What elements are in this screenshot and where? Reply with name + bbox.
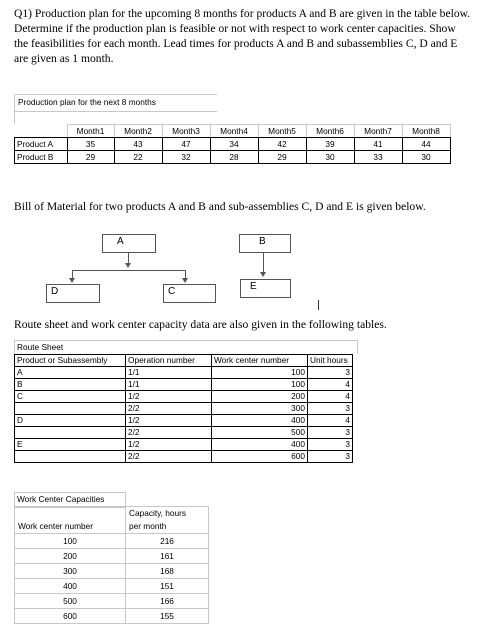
work-center-header-row (15, 507, 209, 534)
cell: 2/2 (126, 451, 212, 463)
work-center-table (14, 506, 209, 624)
cell: 168 (126, 564, 209, 579)
cell: 500 (212, 427, 308, 439)
cell: 4 (308, 415, 353, 427)
table-row (15, 138, 451, 151)
bom-node-c (163, 284, 216, 303)
month-header: Month8 (402, 125, 450, 138)
table-row (15, 415, 353, 427)
cell: 43 (114, 138, 162, 151)
cell: 39 (306, 138, 354, 151)
cell (15, 451, 126, 463)
bom-arrow (69, 278, 75, 283)
bom-arrow (260, 272, 266, 277)
month-header: Month7 (354, 125, 402, 138)
cell: 100 (212, 367, 308, 379)
table-row (15, 594, 209, 609)
cell: 216 (126, 534, 209, 549)
work-center-title: Work Center Capacities (17, 494, 105, 504)
cell: 41 (354, 138, 402, 151)
cell: 1/1 (126, 379, 212, 391)
cell: 4 (308, 379, 353, 391)
cell: 29 (258, 151, 306, 164)
question-text: Q1) Production plan for the upcoming 8 months for products A and B are given in the table below. Determine if the production plan is feasible or not with respect to work center capacities. Show the feasibilities for each month. Lead times for products A and B and subassemblies C, D and E are given as 1 month. (14, 7, 471, 65)
table-row (15, 379, 353, 391)
bom-node-a (102, 234, 156, 253)
bom-node-c-label: C (168, 286, 176, 297)
bom-node-b-label: B (259, 236, 266, 247)
route-sheet-header-row (15, 355, 353, 367)
cell: 600 (15, 609, 126, 624)
cell: B (15, 379, 126, 391)
bom-node-b (239, 234, 291, 253)
bom-node-d (46, 284, 100, 303)
month-header: Month4 (210, 125, 258, 138)
table-row (15, 391, 353, 403)
cell: 400 (212, 415, 308, 427)
cell: 300 (15, 564, 126, 579)
cell: 4 (308, 391, 353, 403)
bom-node-a-label: A (117, 236, 124, 247)
cell: 100 (15, 534, 126, 549)
production-plan-header-row (15, 125, 451, 138)
cell: 166 (126, 594, 209, 609)
cell: 44 (402, 138, 450, 151)
bom-connector (263, 252, 264, 274)
cell (15, 427, 126, 439)
cell: 3 (308, 427, 353, 439)
bom-connector (72, 270, 186, 271)
cell: D (15, 415, 126, 427)
table-row (15, 427, 353, 439)
cell: 35 (67, 138, 114, 151)
bom-arrow (125, 263, 131, 268)
bom-description: Bill of Material for two products A and B and sub-assemblies C, D and E is given below. (14, 200, 426, 213)
cell: A (15, 367, 126, 379)
table-row (15, 439, 353, 451)
cell: 400 (212, 439, 308, 451)
row-label: Product A (15, 138, 68, 151)
route-sheet-title-box (14, 340, 358, 354)
capacity-header-line1: Capacity, hours (129, 508, 187, 518)
table-row (15, 579, 209, 594)
cell: 34 (210, 138, 258, 151)
cell: 200 (212, 391, 308, 403)
cell: 42 (258, 138, 306, 151)
cell: 3 (308, 403, 353, 415)
table-row (15, 564, 209, 579)
cell: 3 (308, 451, 353, 463)
production-plan-caption: Production plan for the next 8 months (18, 97, 156, 107)
column-header: Work center number (15, 507, 126, 534)
column-header: Operation number (126, 355, 212, 367)
cell (15, 403, 126, 415)
production-plan-spacer (14, 110, 456, 124)
cell: 1/2 (126, 439, 212, 451)
cell: E (15, 439, 126, 451)
table-row (15, 549, 209, 564)
cell: 30 (402, 151, 450, 164)
table-row (15, 151, 451, 164)
month-header: Month5 (258, 125, 306, 138)
table-row (15, 403, 353, 415)
cell: 30 (306, 151, 354, 164)
bom-node-e-label: E (250, 281, 257, 292)
cell: 1/2 (126, 415, 212, 427)
cell: 22 (114, 151, 162, 164)
month-header: Month3 (162, 125, 210, 138)
cell: 600 (212, 451, 308, 463)
cell: 200 (15, 549, 126, 564)
column-header: Unit hours (308, 355, 353, 367)
row-label: Product B (15, 151, 68, 164)
route-sheet-table (14, 354, 353, 463)
cell: 1/2 (126, 391, 212, 403)
table-row (15, 609, 209, 624)
bom-arrow (182, 278, 188, 283)
bom-node-e (240, 279, 291, 298)
month-header: Month1 (67, 125, 114, 138)
column-header (126, 507, 209, 534)
route-sheet-title: Route Sheet (17, 342, 64, 352)
column-header: Product or Subassembly (15, 355, 126, 367)
column-header: Work center number (212, 355, 308, 367)
cell: 155 (126, 609, 209, 624)
production-plan-corner (15, 125, 68, 138)
cell: 32 (162, 151, 210, 164)
month-header: Month2 (114, 125, 162, 138)
cell: 2/2 (126, 427, 212, 439)
table-row (15, 367, 353, 379)
cell: 100 (212, 379, 308, 391)
text-cursor (318, 300, 319, 310)
cell: 29 (67, 151, 114, 164)
cell: 300 (212, 403, 308, 415)
bom-node-d-label: D (51, 286, 59, 297)
cell: 3 (308, 367, 353, 379)
cell: 1/1 (126, 367, 212, 379)
cell: 3 (308, 439, 353, 451)
production-plan-table (14, 124, 451, 164)
cell: 33 (354, 151, 402, 164)
cell: 151 (126, 579, 209, 594)
cell: 161 (126, 549, 209, 564)
table-row (15, 451, 353, 463)
table-row (15, 534, 209, 549)
capacity-header-line2: per month (129, 521, 167, 531)
cell: 47 (162, 138, 210, 151)
month-header: Month6 (306, 125, 354, 138)
cell: 400 (15, 579, 126, 594)
cell: 28 (210, 151, 258, 164)
cell: 500 (15, 594, 126, 609)
cell: C (15, 391, 126, 403)
cell: 2/2 (126, 403, 212, 415)
route-description: Route sheet and work center capacity data are also given in the following tables. (14, 318, 387, 331)
